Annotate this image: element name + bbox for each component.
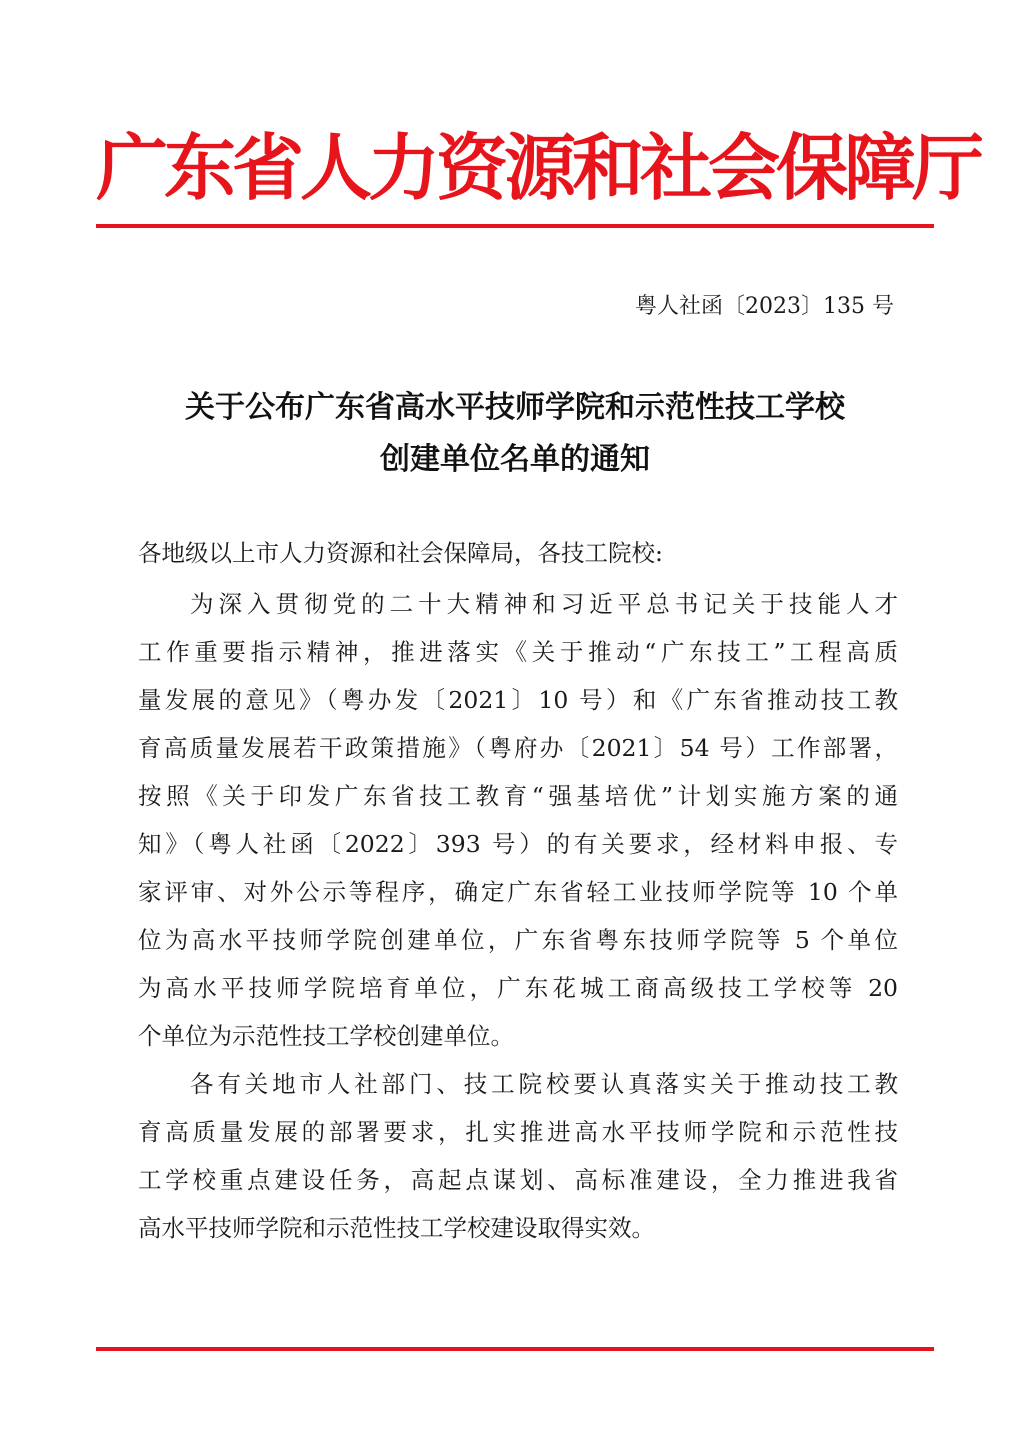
body-line: 工作重要指示精神，推进落实《关于推动“广东技工”工程高质: [138, 638, 898, 666]
body-line: 量发展的意见》（粤办发〔2021〕10 号）和《广东省推动技工教: [138, 686, 898, 714]
organization-header: 广东省人力资源和社会保障厅: [96, 125, 981, 210]
body-line: 各有关地市人社部门、技工院校要认真落实关于推动技工教: [190, 1070, 898, 1098]
document-title-line-2: 创建单位名单的通知: [380, 442, 650, 477]
footer-red-rule: [96, 1347, 934, 1351]
body-line: 为深入贯彻党的二十大精神和习近平总书记关于技能人才: [190, 590, 898, 618]
header-red-rule: [96, 224, 934, 228]
body-line: 为高水平技师学院培育单位，广东花城工商高级技工学校等 20: [138, 974, 898, 1002]
body-line: 知》（粤人社函〔2022〕393 号）的有关要求，经材料申报、专: [138, 830, 898, 858]
body-line: 育高质量发展的部署要求，扎实推进高水平技师学院和示范性技: [138, 1118, 898, 1146]
body-line: 按照《关于印发广东省技工教育“强基培优”计划实施方案的通: [138, 782, 898, 810]
body-line: 工学校重点建设任务，高起点谋划、高标准建设，全力推进我省: [138, 1166, 898, 1194]
body-line: 高水平技师学院和示范性技工学校建设取得实效。: [138, 1214, 655, 1242]
body-line: 位为高水平技师学院创建单位，广东省粤东技师学院等 5 个单位: [138, 926, 898, 954]
body-line: 家评审、对外公示等程序，确定广东省轻工业技师学院等 10 个单: [138, 878, 898, 906]
salutation: 各地级以上市人力资源和社会保障局，各技工院校:: [138, 539, 663, 567]
document-number: 粤人社函〔2023〕135 号: [635, 294, 894, 319]
body-line: 个单位为示范性技工学校创建单位。: [138, 1022, 514, 1050]
body-line: 育高质量发展若干政策措施》（粤府办〔2021〕54 号）工作部署，: [138, 734, 898, 762]
document-title-line-1: 关于公布广东省高水平技师学院和示范性技工学校: [185, 390, 845, 425]
